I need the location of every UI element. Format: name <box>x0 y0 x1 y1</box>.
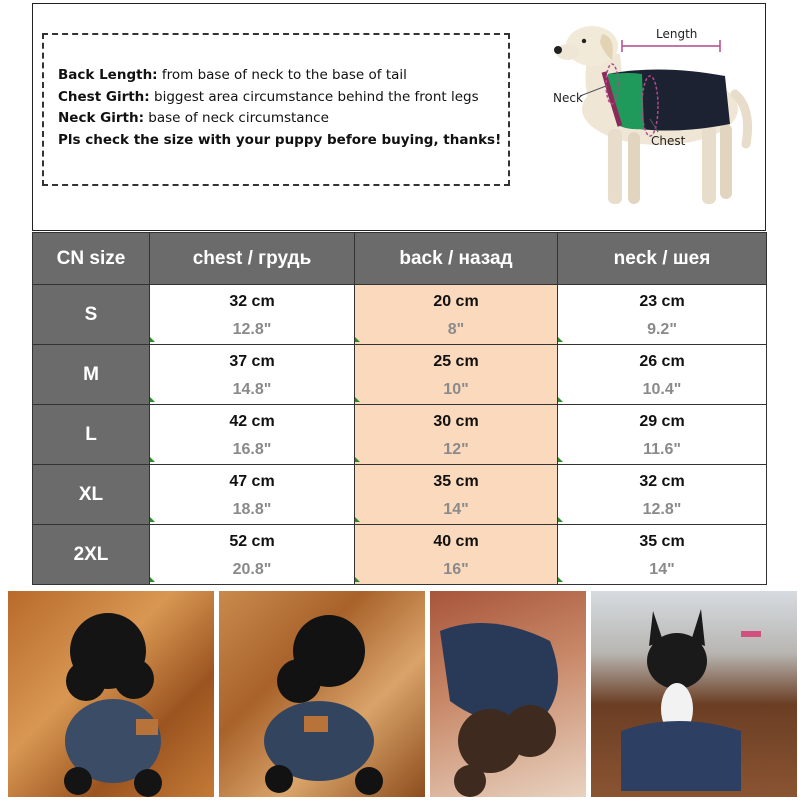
table-row <box>33 525 767 585</box>
dog-paw <box>454 765 486 797</box>
neck-cell <box>558 465 767 525</box>
corner-mark <box>558 457 563 462</box>
neck-cell <box>558 345 767 405</box>
neck-cell <box>558 285 767 345</box>
dog-paw <box>134 769 162 797</box>
dog-leg <box>720 124 732 199</box>
brown-poodle-image <box>430 591 586 797</box>
dog-ear <box>66 661 106 701</box>
back-cm: 35 cm <box>433 472 479 490</box>
back-cell <box>355 405 558 465</box>
neck-cell <box>558 405 767 465</box>
dog-paw <box>355 767 383 795</box>
neck-inch: 11.6" <box>643 440 681 458</box>
dog-eye <box>582 39 586 43</box>
neck-cm: 23 cm <box>639 292 685 310</box>
back-cell <box>355 525 558 585</box>
size-label: L <box>33 405 150 465</box>
dog-leg <box>702 126 716 204</box>
table-row <box>33 285 767 345</box>
toy <box>741 631 761 637</box>
dog-paw <box>265 765 293 793</box>
table-row <box>33 345 767 405</box>
chest-cm: 37 cm <box>229 352 275 370</box>
measurement-notes-box <box>42 33 510 186</box>
corner-mark <box>355 397 360 402</box>
dog-ear <box>114 659 154 699</box>
note-check-size: Pls check the size with your puppy before buying, thanks! <box>58 131 502 148</box>
back-cm: 40 cm <box>433 532 479 550</box>
corner-mark <box>150 517 155 522</box>
header-neck: neck / шея <box>558 233 767 285</box>
chest-cell <box>150 285 355 345</box>
corner-mark <box>558 397 563 402</box>
chest-cm: 32 cm <box>229 292 275 310</box>
corner-mark <box>558 577 563 582</box>
corner-mark <box>150 577 155 582</box>
neck-cell <box>558 525 767 585</box>
corner-mark <box>558 517 563 522</box>
back-inch: 12" <box>443 440 469 458</box>
chest-cm: 52 cm <box>229 532 275 550</box>
neck-inch: 10.4" <box>642 380 682 398</box>
neck-cm: 35 cm <box>639 532 685 550</box>
corner-mark <box>355 577 360 582</box>
measurement-notes <box>58 65 501 151</box>
chest-inch: 20.8" <box>232 560 272 578</box>
product-photo <box>8 591 214 797</box>
back-cell <box>355 465 558 525</box>
dog-measurement-diagram <box>520 14 760 224</box>
dog-nose <box>554 46 562 54</box>
table-header-row <box>33 233 767 285</box>
back-cm: 30 cm <box>433 412 479 430</box>
product-photo <box>591 591 797 797</box>
corner-mark <box>150 457 155 462</box>
neck-inch: 12.8" <box>642 500 682 518</box>
neck-inch: 14" <box>649 560 675 578</box>
header-chest: chest / грудь <box>150 233 355 285</box>
dog-head <box>647 633 707 689</box>
bulldog-image <box>591 591 797 797</box>
neck-cm: 32 cm <box>639 472 685 490</box>
chest-cell <box>150 525 355 585</box>
size-label: 2XL <box>33 525 150 585</box>
size-label: XL <box>33 465 150 525</box>
vest-patch <box>304 716 328 732</box>
dog-leg <box>628 132 640 204</box>
chest-cm: 47 cm <box>229 472 275 490</box>
back-inch: 14" <box>443 500 469 518</box>
vest-patch <box>136 719 158 735</box>
neck-cm: 29 cm <box>639 412 685 430</box>
size-label: M <box>33 345 150 405</box>
product-photo <box>430 591 586 797</box>
dog-ear <box>277 659 321 703</box>
chest-inch: 16.8" <box>232 440 272 458</box>
header-back: back / назад <box>355 233 558 285</box>
back-inch: 10" <box>443 380 469 398</box>
chest-cell <box>150 345 355 405</box>
note-neck-girth: Neck Girth: base of neck circumstance <box>58 110 329 126</box>
chest-inch: 18.8" <box>232 500 272 518</box>
poodle-back-image <box>219 591 425 797</box>
product-photo <box>219 591 425 797</box>
corner-mark <box>150 337 155 342</box>
corner-mark <box>150 397 155 402</box>
chest-cm: 42 cm <box>229 412 275 430</box>
note-back-length: Back Length: from base of neck to the base of tail <box>58 67 407 83</box>
size-chart-table <box>32 232 767 585</box>
dog-ear <box>504 705 556 757</box>
dog-tail <box>735 94 748 144</box>
neck-cm: 26 cm <box>639 352 685 370</box>
table-row <box>33 405 767 465</box>
poodle-front-image <box>8 591 214 797</box>
neck-label: Neck <box>553 91 583 105</box>
header-cn-size: CN size <box>33 233 150 285</box>
note-chest-girth: Chest Girth: biggest area circumstance behind the front legs <box>58 88 479 105</box>
corner-mark <box>355 517 360 522</box>
size-label: S <box>33 285 150 345</box>
chest-inch: 12.8" <box>232 320 272 338</box>
dog-paw <box>64 767 92 795</box>
back-cell <box>355 345 558 405</box>
back-inch: 8" <box>447 320 465 338</box>
chest-cell <box>150 465 355 525</box>
dog-leg <box>608 129 622 204</box>
corner-mark <box>355 337 360 342</box>
length-label: Length <box>656 27 698 41</box>
back-cell <box>355 285 558 345</box>
table-row <box>33 465 767 525</box>
denim-vest <box>621 721 741 791</box>
back-cm: 25 cm <box>433 352 479 370</box>
corner-mark <box>355 457 360 462</box>
back-cm: 20 cm <box>433 292 479 310</box>
chest-cell <box>150 405 355 465</box>
corner-mark <box>558 337 563 342</box>
neck-inch: 9.2" <box>647 320 677 338</box>
chest-inch: 14.8" <box>232 380 272 398</box>
chest-label: Chest <box>651 134 686 148</box>
back-inch: 16" <box>443 560 469 578</box>
